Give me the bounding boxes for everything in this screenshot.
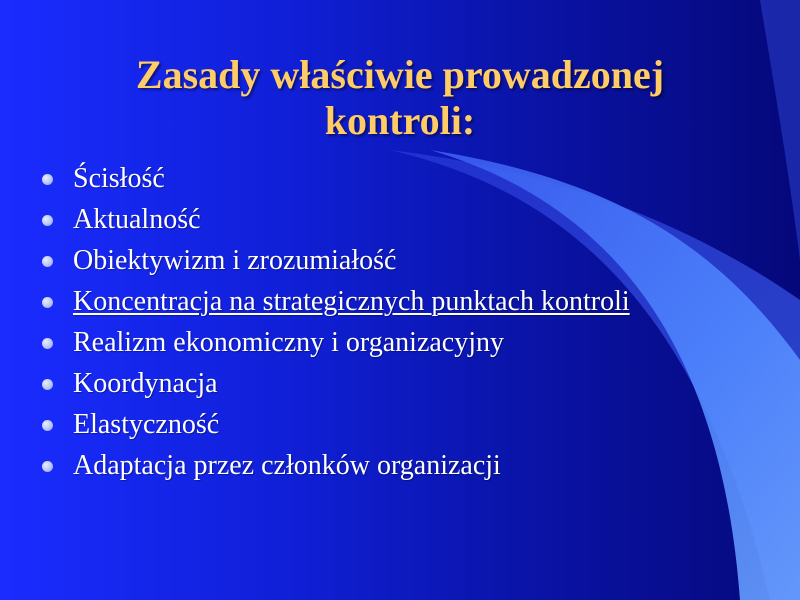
bullet-dot-icon bbox=[42, 461, 53, 472]
bullet-dot-icon bbox=[42, 338, 53, 349]
slide-title-line-2: kontroli: bbox=[324, 98, 476, 143]
bullet-item bbox=[40, 326, 640, 360]
bullet-item bbox=[40, 408, 640, 442]
bullet-text: Aktualność bbox=[73, 204, 201, 235]
bullet-item bbox=[40, 244, 640, 278]
bullet-dot-icon bbox=[42, 215, 53, 226]
bullet-item[interactable] bbox=[40, 285, 640, 319]
bullet-text: Realizm ekonomiczny i organizacyjny bbox=[73, 327, 505, 358]
bullet-text: Obiektywizm i zrozumiałość bbox=[73, 245, 397, 276]
slide-title bbox=[0, 52, 800, 144]
bullet-text: Ścisłość bbox=[73, 163, 165, 194]
bullet-item bbox=[40, 162, 640, 196]
bullet-list bbox=[40, 162, 640, 490]
bullet-text: Koordynacja bbox=[73, 368, 218, 399]
bullet-item bbox=[40, 203, 640, 237]
bullet-dot-icon bbox=[42, 420, 53, 431]
bullet-item bbox=[40, 367, 640, 401]
bullet-dot-icon bbox=[42, 174, 53, 185]
bullet-text-link[interactable]: Koncentracja na strategicznych punktach kontroli bbox=[73, 286, 630, 317]
bullet-dot-icon bbox=[42, 297, 53, 308]
bullet-text: Elastyczność bbox=[73, 409, 220, 440]
slide-title-line-1: Zasady właściwie prowadzonej bbox=[135, 52, 665, 97]
bullet-dot-icon bbox=[42, 379, 53, 390]
bullet-dot-icon bbox=[42, 256, 53, 267]
bullet-item bbox=[40, 449, 640, 483]
bullet-text: Adaptacja przez członków organizacji bbox=[73, 450, 501, 481]
